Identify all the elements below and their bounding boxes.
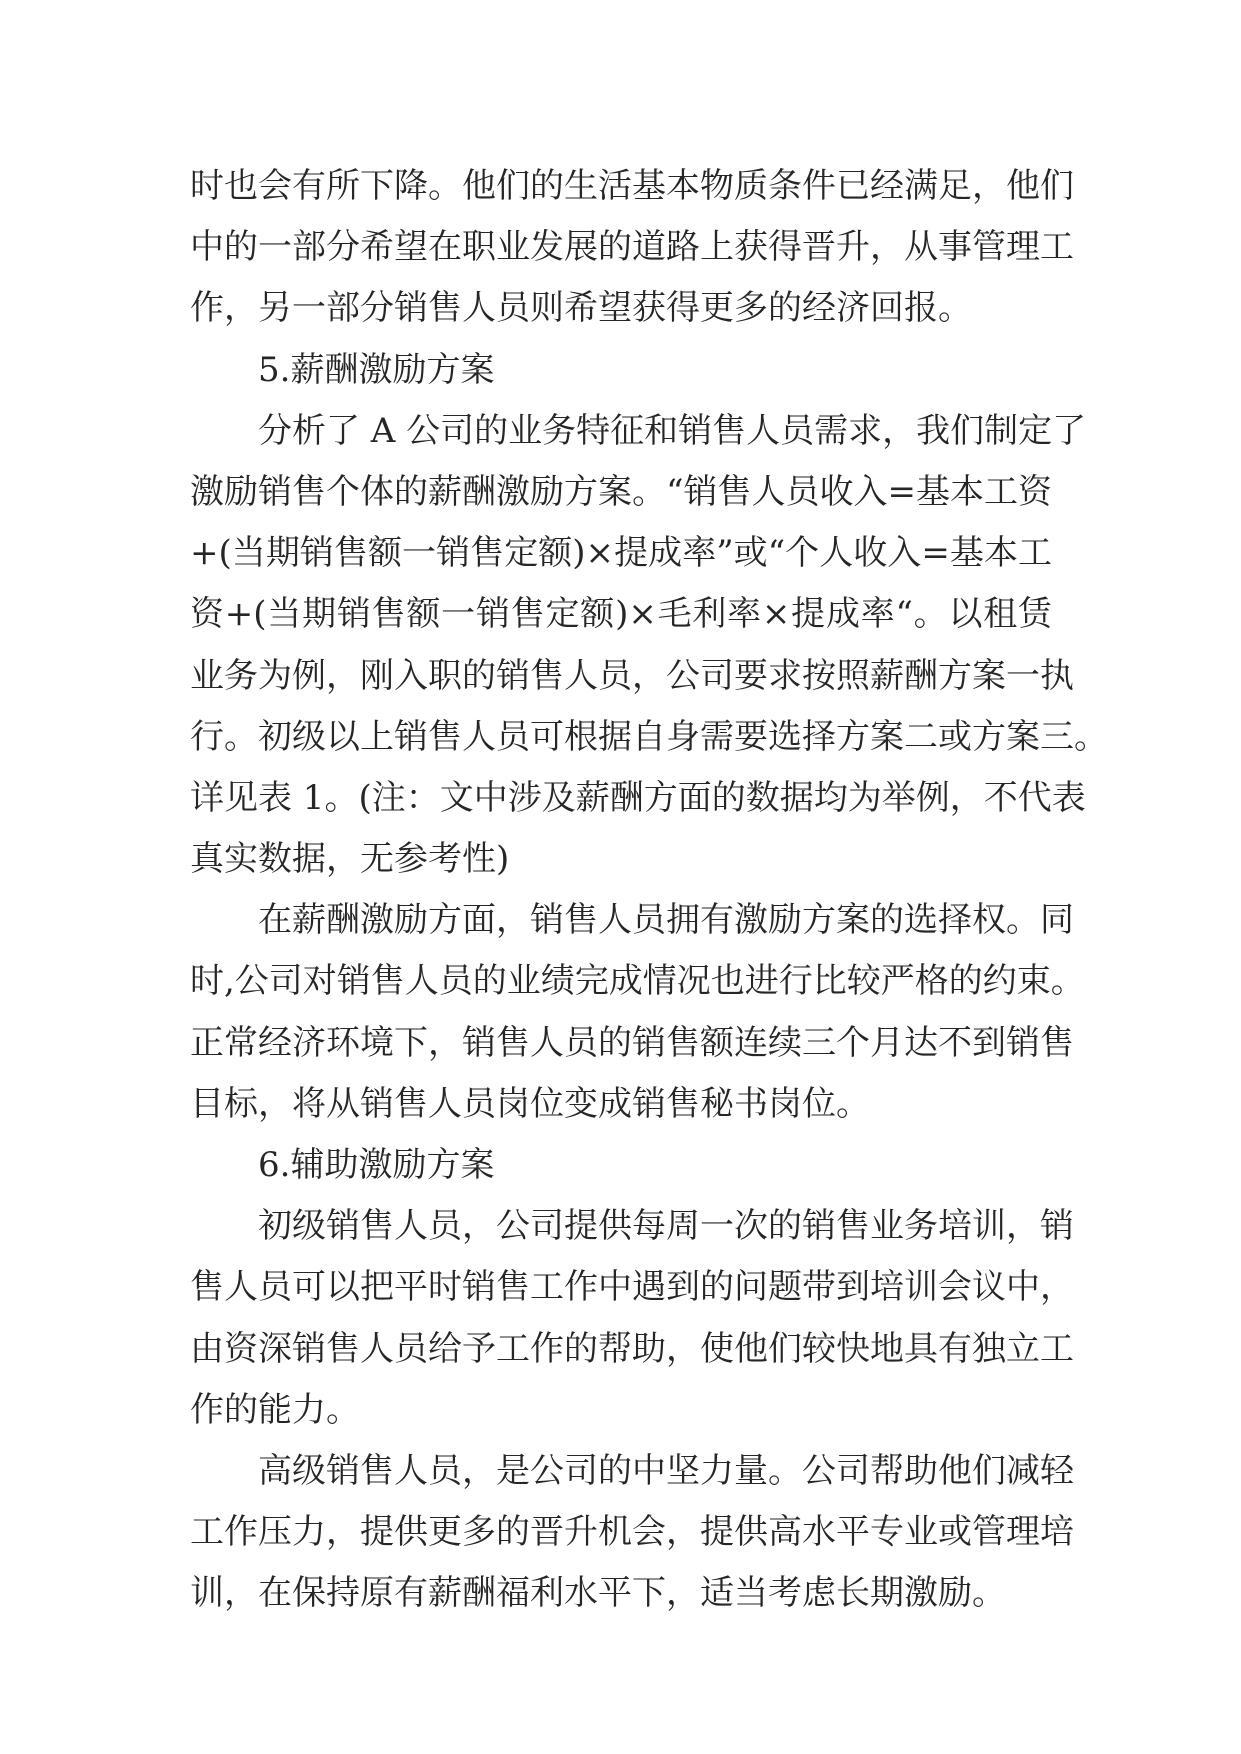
text-line: 由资深销售人员给予工作的帮助，使他们较快地具有独立工 [190, 1328, 1074, 1369]
paragraph [190, 890, 1085, 1135]
text-line: 作的能力。 [190, 1389, 360, 1430]
text-line: 工作压力，提供更多的晋升机会，提供高水平专业或管理培 [190, 1512, 1074, 1553]
heading-text: 5.薪酬激励方案 [258, 349, 495, 390]
text-line: 初级销售人员，公司提供每周一次的销售业务培训，销 [258, 1206, 1074, 1247]
text-line: 训，在保持原有薪酬福利水平下，适当考虑长期激励。 [190, 1573, 1006, 1614]
text-line: 详见表 1。(注：文中涉及薪酬方面的数据均为举例，不代表 [190, 777, 1086, 818]
text-line: 中的一部分希望在职业发展的道路上获得晋升，从事管理工 [190, 227, 1074, 268]
section-heading [190, 1135, 1052, 1196]
text-line: 资+(当期销售额一销售定额)×毛利率×提成率“。以租赁 [190, 594, 1052, 635]
text-line: 分析了 A 公司的业务特征和销售人员需求，我们制定了 [258, 410, 1087, 451]
text-line: 行。初级以上销售人员可根据自身需要选择方案二或方案三。 [190, 716, 1108, 757]
text-line: 在薪酬激励方面，销售人员拥有激励方案的选择权。同 [258, 900, 1074, 941]
text-line: 目标，将从销售人员岗位变成销售秘书岗位。 [190, 1083, 870, 1124]
text-line: 时也会有所下降。他们的生活基本物质条件已经满足，他们 [190, 166, 1074, 206]
text-line: 售人员可以把平时销售工作中遇到的问题带到培训会议中， [190, 1267, 1074, 1308]
text-line: 作，另一部分销售人员则希望获得更多的经济回报。 [190, 288, 972, 329]
section-heading [190, 340, 1052, 401]
body-text [190, 156, 1108, 1625]
text-line: 时,公司对销售人员的业绩完成情况也进行比较严格的约束。 [190, 961, 1085, 1002]
text-line: 高级销售人员，是公司的中坚力量。公司帮助他们减轻 [258, 1450, 1074, 1491]
paragraph [190, 1441, 1074, 1625]
text-line: 业务为例，刚入职的销售人员，公司要求按照薪酬方案一执 [190, 655, 1074, 696]
text-line: 正常经济环境下，销售人员的销售额连续三个月达不到销售 [190, 1022, 1074, 1063]
text-line: +(当期销售额一销售定额)×提成率”或“个人收入=基本工 [190, 533, 1052, 574]
heading-text: 6.辅助激励方案 [258, 1145, 495, 1185]
paragraph [190, 156, 1074, 340]
paragraph [190, 401, 1108, 891]
text-line: 激励销售个体的薪酬激励方案。“销售人员收入=基本工资 [190, 471, 1052, 512]
paragraph [190, 1196, 1074, 1441]
text-line: 真实数据，无参考性) [190, 839, 510, 880]
